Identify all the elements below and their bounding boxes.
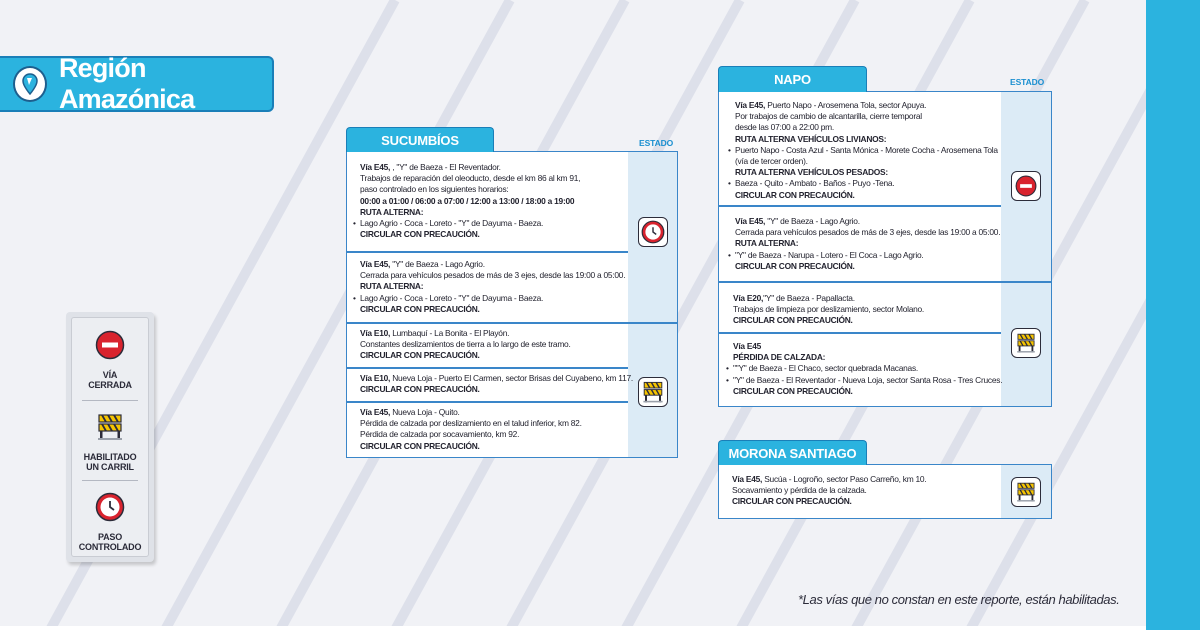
road-desc: , "Y" de Baeza - El Reventador. <box>390 162 501 172</box>
alt-route-item: • Baeza - Quito - Ambato - Baños - Puyo -Tena. <box>735 178 998 189</box>
row-divider <box>347 322 677 324</box>
morona-entry-1 <box>732 474 926 508</box>
caution-text: CIRCULAR CON PRECAUCIÓN. <box>360 440 480 451</box>
status-controlled <box>638 217 668 247</box>
region-title-banner <box>0 53 274 114</box>
alt-route-item-cont: (vía de tercer orden). <box>735 156 808 167</box>
status-column <box>1001 92 1051 406</box>
row-divider <box>347 401 628 403</box>
region-title: Región Amazónica <box>58 53 195 114</box>
road-desc: Sucúa - Logroño, sector Paso Carreño, km 10. <box>762 474 927 484</box>
entry-line: Cerrada para vehículos pesados de más de 3 ejes, desde las 19:00 a 05:00. <box>735 227 1001 238</box>
legend-label-line2: UN CARRIL <box>86 462 134 472</box>
road-desc: "Y" de Baeza - Papallacta. <box>763 293 855 303</box>
caution-text: CIRCULAR CON PRECAUCIÓN. <box>360 350 480 361</box>
legend-divider <box>82 400 138 401</box>
one-lane-barrier-icon <box>95 412 125 442</box>
road-desc: Nueva Loja - Puerto El Carmen, sector Brisas del Cuyabeno, km 117. <box>390 373 633 383</box>
sucumbios-entry-3 <box>360 328 571 362</box>
alt-route-label: RUTA ALTERNA: <box>360 206 424 217</box>
road-closed-icon <box>1015 175 1037 197</box>
road-desc: "Y" de Baeza - Lago Agrio. <box>390 259 485 269</box>
road-code: Vía E45, <box>360 162 391 172</box>
road-code: Vía E45, <box>732 474 763 484</box>
road-code: Vía E20, <box>733 293 764 303</box>
caution-text: CIRCULAR CON PRECAUCIÓN. <box>735 189 855 200</box>
road-code: Vía E45, <box>735 216 766 226</box>
road-desc: "Y" de Baeza - Lago Agrio. <box>765 216 860 226</box>
row-divider <box>347 251 628 253</box>
entry-line: Trabajos de reparación del oleoducto, desde el km 86 al km 91, <box>360 173 581 184</box>
loss-item: • "Y" de Baeza - El Reventador - Nueva Loja, sector Santa Rosa - Tres Cruces. <box>733 375 1002 386</box>
alt-route-item: • Puerto Napo - Costa Azul - Santa Mónica - Morete Cocha - Arosemena Tola <box>735 145 998 156</box>
caution-text: CIRCULAR CON PRECAUCIÓN. <box>732 496 852 507</box>
sucumbios-entry-1 <box>360 162 580 240</box>
entry-line: Constantes deslizamientos de tierra a lo largo de este tramo. <box>360 339 571 350</box>
morona-santiago-tab: MORONA SANTIAGO <box>718 440 867 465</box>
road-code: Vía E45, <box>360 407 391 417</box>
alt-route-item: • "Y" de Baeza - Narupa - Lotero - El Coca - Lago Agrio. <box>735 250 1000 261</box>
alt-route-item: • Lago Agrio - Coca - Loreto - "Y" de Dayuma - Baeza. <box>360 293 625 304</box>
napo-entry-1 <box>735 100 998 201</box>
napo-tab: NAPO <box>718 66 867 92</box>
one-lane-barrier-icon <box>641 380 665 404</box>
clock-icon <box>95 492 125 522</box>
schedule-line: 00:00 a 01:00 / 06:00 a 07:00 / 12:00 a 13:00 / 18:00 a 19:00 <box>360 195 575 206</box>
road-code: Vía E45 <box>733 341 762 351</box>
road-desc: Nueva Loja - Quito. <box>390 407 460 417</box>
alt-route-label: RUTA ALTERNA VEHÍCULOS LIVIANOS: <box>735 133 887 144</box>
map-marker-logo-icon <box>13 66 47 102</box>
entry-line: paso controlado en los siguientes horarios: <box>360 184 509 195</box>
sucumbios-tab: SUCUMBÍOS <box>346 127 494 152</box>
napo-entry-3 <box>733 293 924 327</box>
caution-text: CIRCULAR CON PRECAUCIÓN. <box>733 385 853 396</box>
row-divider <box>719 205 1001 207</box>
entry-line: Cerrada para vehículos pesados de más de 3 ejes, desde las 19:00 a 05:00. <box>360 270 626 281</box>
sucumbios-entry-2 <box>360 259 625 315</box>
entry-line: Pérdida de calzada por socavamiento, km 92. <box>360 429 520 440</box>
morona-santiago-box <box>718 464 1052 519</box>
status-one-lane <box>1011 477 1041 507</box>
legend-item-road-closed <box>72 330 148 390</box>
legend-panel <box>66 312 154 562</box>
one-lane-barrier-icon <box>1015 332 1037 354</box>
road-code: Vía E45, <box>360 259 391 269</box>
legend-label-line1: VÍA <box>102 370 118 380</box>
alt-route-label: RUTA ALTERNA: <box>360 281 424 292</box>
legend-label-line2: CERRADA <box>88 380 132 390</box>
legend-divider <box>82 480 138 481</box>
napo-entry-2 <box>735 216 1000 272</box>
legend-item-controlled <box>72 492 148 552</box>
alt-route-item: • Lago Agrio - Coca - Loreto - "Y" de Dayuma - Baeza. <box>360 218 580 229</box>
footnote: *Las vías que no constan en este reporte, están habilitadas. <box>798 592 1120 607</box>
status-column <box>628 152 677 457</box>
bottom-line <box>0 626 1146 630</box>
legend-label-line1: HABILITADO <box>83 452 137 462</box>
entry-line: Socavamiento y pérdida de la calzada. <box>732 485 867 496</box>
entry-line: Pérdida de calzada por deslizamiento en el talud inferior, km 82. <box>360 418 582 429</box>
entry-line: Por trabajos de cambio de alcantarilla, cierre temporal <box>735 111 922 122</box>
alt-route-label: RUTA ALTERNA VEHÍCULOS PESADOS: <box>735 167 888 178</box>
loss-item: • ""Y" de Baeza - El Chaco, sector quebrada Macanas. <box>733 363 1002 374</box>
sucumbios-entry-5 <box>360 407 582 452</box>
status-one-lane <box>638 377 668 407</box>
road-desc: Puerto Napo - Arosemena Tola, sector Apuya. <box>765 100 927 110</box>
estado-header: ESTADO <box>639 138 674 148</box>
estado-header: ESTADO <box>1010 77 1045 87</box>
caution-text: CIRCULAR CON PRECAUCIÓN. <box>360 384 480 395</box>
one-lane-barrier-icon <box>1015 481 1037 503</box>
alt-route-label: RUTA ALTERNA: <box>735 238 799 249</box>
right-accent-band <box>1146 0 1200 630</box>
status-road-closed <box>1011 171 1041 201</box>
caution-text: CIRCULAR CON PRECAUCIÓN. <box>360 229 480 240</box>
legend-item-one-lane <box>72 412 148 472</box>
caution-text: CIRCULAR CON PRECAUCIÓN. <box>735 260 855 271</box>
legend-label-line1: PASO <box>97 532 123 542</box>
entry-line: desde las 07:00 a 22:00 pm. <box>735 122 834 133</box>
row-divider <box>347 367 628 369</box>
legend-label-line2: CONTROLADO <box>78 542 142 552</box>
caution-text: CIRCULAR CON PRECAUCIÓN. <box>360 303 480 314</box>
road-code: Vía E45, <box>735 100 766 110</box>
row-divider <box>719 332 1001 334</box>
caution-text: CIRCULAR CON PRECAUCIÓN. <box>733 315 853 326</box>
clock-icon <box>641 220 665 244</box>
road-code: Vía E10, <box>360 373 391 383</box>
status-one-lane <box>1011 328 1041 358</box>
road-closed-icon <box>95 330 125 360</box>
road-desc: Lumbaquí - La Bonita - El Playón. <box>390 328 510 338</box>
napo-entry-4 <box>733 341 1002 397</box>
row-divider <box>719 281 1051 283</box>
road-code: Vía E10, <box>360 328 391 338</box>
entry-line: Trabajos de limpieza por deslizamiento, sector Molano. <box>733 304 925 315</box>
loss-label: PÉRDIDA DE CALZADA: <box>733 352 826 363</box>
sucumbios-box <box>346 151 678 458</box>
sucumbios-entry-4 <box>360 373 633 395</box>
napo-box <box>718 91 1052 407</box>
